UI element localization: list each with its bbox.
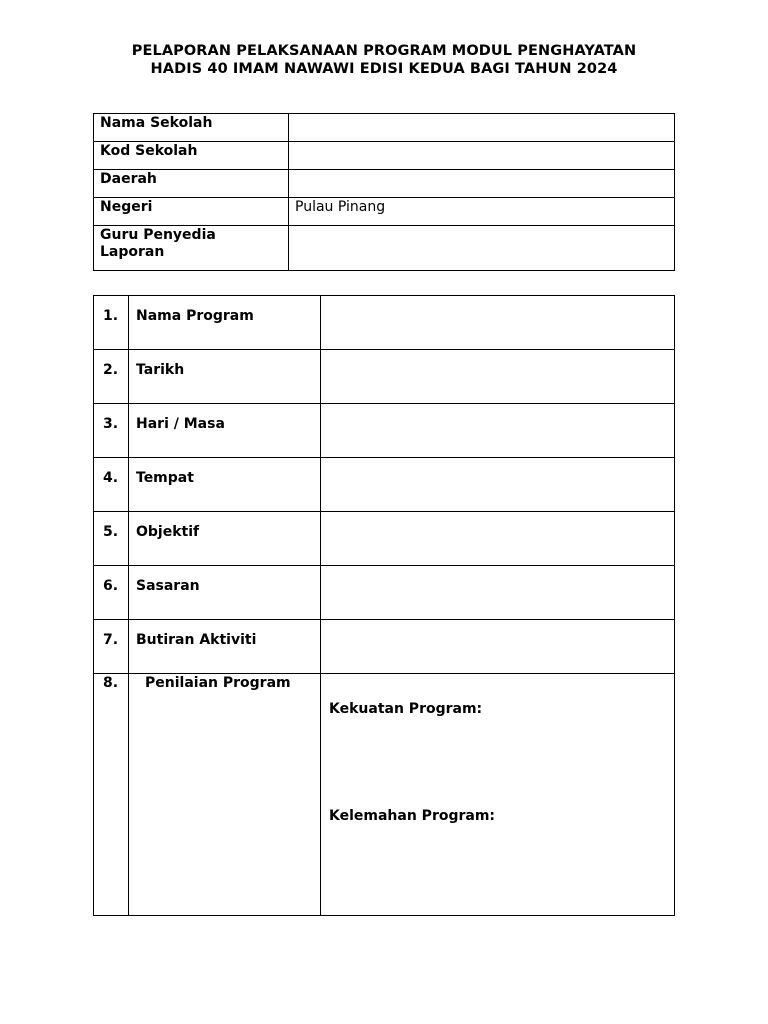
program-name-label: Nama Program: [129, 296, 321, 350]
table-row: [94, 226, 675, 271]
row-number: 3.: [94, 404, 129, 458]
district-label: Daerah: [94, 170, 289, 198]
venue-field[interactable]: [321, 458, 675, 512]
strengths-label: Kekuatan Program:: [329, 701, 483, 717]
activity-details-label: Butiran Aktiviti: [129, 620, 321, 674]
table-row: [94, 404, 675, 458]
weaknesses-label: Kelemahan Program:: [329, 808, 496, 824]
table-row: [94, 620, 675, 674]
reporting-teacher-field[interactable]: [289, 226, 675, 271]
table-row: [94, 198, 675, 226]
state-label: Negeri: [94, 198, 289, 226]
row-number: 6.: [94, 566, 129, 620]
district-field[interactable]: [289, 170, 675, 198]
table-row: [94, 350, 675, 404]
report-title-line1: PELAPORAN PELAKSANAAN PROGRAM MODUL PENGHAYATAN: [131, 43, 637, 59]
day-time-label: Hari / Masa: [129, 404, 321, 458]
reporting-teacher-label-line1: Guru Penyedia: [100, 227, 216, 243]
report-title-line2: HADIS 40 IMAM NAWAWI EDISI KEDUA BAGI TAHUN 2024: [150, 61, 618, 77]
target-field[interactable]: [321, 566, 675, 620]
target-label: Sasaran: [129, 566, 321, 620]
state-field[interactable]: Pulau Pinang: [289, 198, 675, 226]
table-row: [94, 566, 675, 620]
program-evaluation-label: Penilaian Program: [129, 674, 321, 916]
venue-label: Tempat: [129, 458, 321, 512]
day-time-field[interactable]: [321, 404, 675, 458]
table-row: [94, 296, 675, 350]
activity-details-field[interactable]: [321, 620, 675, 674]
table-row: [94, 170, 675, 198]
date-field[interactable]: [321, 350, 675, 404]
school-code-field[interactable]: [289, 142, 675, 170]
row-number: 4.: [94, 458, 129, 512]
row-number: 5.: [94, 512, 129, 566]
reporting-teacher-label: [94, 226, 289, 271]
table-row: [94, 458, 675, 512]
table-row: [94, 114, 675, 142]
table-row: [94, 142, 675, 170]
row-number: 8.: [94, 674, 129, 916]
row-number: 2.: [94, 350, 129, 404]
school-name-field[interactable]: [289, 114, 675, 142]
school-name-label: Nama Sekolah: [94, 114, 289, 142]
report-title: [0, 42, 768, 78]
row-number: 7.: [94, 620, 129, 674]
table-row: [94, 512, 675, 566]
reporting-teacher-label-line2: Laporan: [100, 244, 165, 260]
school-code-label: Kod Sekolah: [94, 142, 289, 170]
objective-label: Objektif: [129, 512, 321, 566]
objective-field[interactable]: [321, 512, 675, 566]
row-number: 1.: [94, 296, 129, 350]
school-info-table: [93, 113, 675, 271]
program-name-field[interactable]: [321, 296, 675, 350]
date-label: Tarikh: [129, 350, 321, 404]
